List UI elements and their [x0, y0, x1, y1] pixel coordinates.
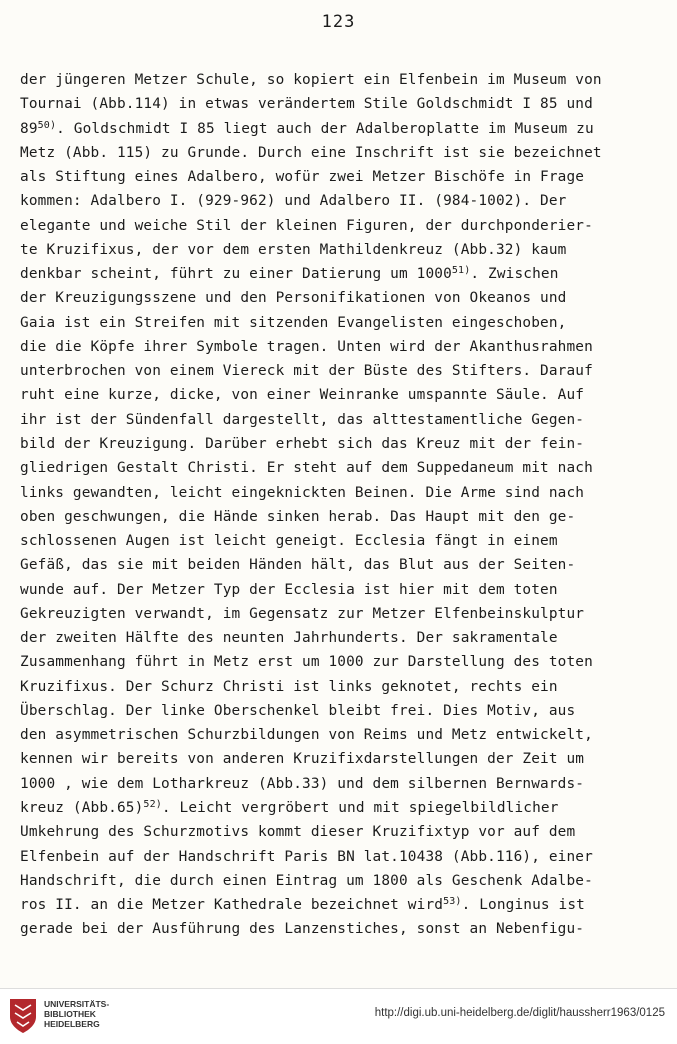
- institution-line: UNIVERSITÄTS-: [44, 999, 110, 1009]
- text-segment: links gewandten, leicht eingeknickten Beinen. Die Arme sind nach: [20, 484, 585, 501]
- institution-name: [44, 999, 109, 1029]
- text-line: [20, 456, 660, 480]
- text-segment: kennen wir bereits von anderen Kruzifixdarstellungen der Zeit um: [20, 751, 585, 768]
- text-line: [20, 92, 660, 116]
- text-line: [20, 578, 660, 602]
- text-segment: . Longinus ist: [461, 897, 585, 914]
- text-segment: Kruzifixus. Der Schurz Christi ist links geknotet, rechts ein: [20, 678, 558, 695]
- text-segment: Überschlag. Der linke Oberschenkel bleibt frei. Dies Motiv, aus: [20, 702, 576, 719]
- page-number: 123: [321, 12, 356, 32]
- university-seal-icon: [8, 997, 38, 1035]
- text-segment: . Zwischen: [470, 266, 559, 283]
- text-line: [20, 845, 660, 869]
- text-line: [20, 432, 660, 456]
- text-line: [20, 917, 660, 941]
- text-line: [20, 359, 660, 383]
- text-line: [20, 529, 660, 553]
- text-line: [20, 675, 660, 699]
- text-segment: gliedrigen Gestalt Christi. Er steht auf dem Suppedaneum mit nach: [20, 460, 593, 477]
- text-line: [20, 699, 660, 723]
- text-segment: Gefäß, das sie mit beiden Händen hält, das Blut aus der Seiten-: [20, 557, 576, 574]
- text-segment: Zusammenhang führt in Metz erst um 1000 zur Darstellung des toten: [20, 654, 593, 671]
- text-segment: schlossenen Augen ist leicht geneigt. Ecclesia fängt in einem: [20, 533, 558, 550]
- text-segment: Elfenbein auf der Handschrift Paris BN lat.10438 (Abb.116), einer: [20, 848, 593, 865]
- text-segment: bild der Kreuzigung. Darüber erhebt sich das Kreuz mit der fein-: [20, 435, 585, 452]
- body-text: [20, 68, 660, 942]
- text-line: [20, 650, 660, 674]
- text-segment: Metz (Abb. 115) zu Grunde. Durch eine Inschrift ist sie bezeichnet: [20, 144, 602, 161]
- text-line: [20, 311, 660, 335]
- text-segment: der Kreuzigungsszene und den Personifikationen von Okeanos und: [20, 290, 567, 307]
- text-line: [20, 286, 660, 310]
- text-line: [20, 553, 660, 577]
- footer-bar: [0, 988, 677, 1044]
- text-line: [20, 68, 660, 92]
- text-line: [20, 723, 660, 747]
- text-segment: unterbrochen von einem Viereck mit der Büste des Stifters. Darauf: [20, 363, 593, 380]
- text-line: [20, 602, 660, 626]
- text-line: [20, 238, 660, 262]
- text-line: [20, 141, 660, 165]
- text-line: [20, 893, 660, 917]
- text-segment: 1000 , wie dem Lotharkreuz (Abb.33) und dem silbernen Bernwards-: [20, 775, 585, 792]
- text-segment: Handschrift, die durch einen Eintrag um 1800 als Geschenk Adalbe-: [20, 872, 593, 889]
- text-segment: elegante und weiche Stil der kleinen Figuren, der durchponderier-: [20, 217, 593, 234]
- text-segment: Tournai (Abb.114) in etwas verändertem Stile Goldschmidt I 85 und: [20, 96, 593, 113]
- text-segment: wunde auf. Der Metzer Typ der Ecclesia ist hier mit dem toten: [20, 581, 558, 598]
- institution-line: HEIDELBERG: [44, 1019, 100, 1029]
- text-segment: ihr ist der Sündenfall dargestellt, das alttestamentliche Gegen-: [20, 411, 585, 428]
- text-line: [20, 481, 660, 505]
- footnote-ref: 53): [443, 896, 462, 908]
- institution-line: BIBLIOTHEK: [44, 1009, 96, 1019]
- text-segment: Umkehrung des Schurzmotivs kommt dieser Kruzifixtyp vor auf dem: [20, 824, 576, 841]
- text-segment: Gaia ist ein Streifen mit sitzenden Evangelisten eingeschoben,: [20, 314, 567, 331]
- text-line: [20, 189, 660, 213]
- text-segment: . Leicht vergröbert und mit spiegelbildlicher: [161, 799, 559, 816]
- text-line: [20, 117, 660, 141]
- text-line: [20, 747, 660, 771]
- text-line: [20, 165, 660, 189]
- text-segment: denkbar scheint, führt zu einer Datierung um 1000: [20, 266, 452, 283]
- text-line: [20, 820, 660, 844]
- text-segment: oben geschwungen, die Hände sinken herab. Das Haupt mit den ge-: [20, 508, 576, 525]
- text-segment: den asymmetrischen Schurzbildungen von Reims und Metz entwickelt,: [20, 727, 593, 744]
- text-line: [20, 505, 660, 529]
- text-segment: gerade bei der Ausführung des Lanzenstiches, sonst an Nebenfigu-: [20, 921, 585, 938]
- text-line: [20, 335, 660, 359]
- text-line: [20, 383, 660, 407]
- text-line: [20, 262, 660, 286]
- footnote-ref: 51): [451, 265, 471, 277]
- footnote-ref: 50): [37, 119, 57, 131]
- text-segment: ros II. an die Metzer Kathedrale bezeichnet wird: [20, 897, 444, 914]
- text-segment: die die Köpfe ihrer Symbole tragen. Unten wird der Akanthusrahmen: [20, 338, 593, 355]
- text-line: [20, 796, 660, 820]
- text-line: [20, 869, 660, 893]
- text-segment: ruht eine kurze, dicke, von einer Weinranke umspannte Säule. Auf: [20, 387, 585, 404]
- text-segment: 89: [20, 120, 38, 137]
- footnote-ref: 52): [143, 798, 162, 810]
- text-segment: te Kruzifixus, der vor dem ersten Mathildenkreuz (Abb.32) kaum: [20, 241, 567, 258]
- text-line: [20, 626, 660, 650]
- text-segment: kreuz (Abb.65): [20, 799, 144, 816]
- text-line: [20, 408, 660, 432]
- text-segment: der jüngeren Metzer Schule, so kopiert ein Elfenbein im Museum von: [20, 72, 602, 88]
- text-line: [20, 214, 660, 238]
- text-segment: kommen: Adalbero I. (929-962) und Adalbero II. (984-1002). Der: [20, 193, 567, 210]
- text-line: [20, 772, 660, 796]
- text-segment: als Stiftung eines Adalbero, wofür zwei Metzer Bischöfe in Frage: [20, 169, 585, 186]
- text-segment: . Goldschmidt I 85 liegt auch der Adalberoplatte im Museum zu: [56, 120, 594, 137]
- source-url[interactable]: http://digi.ub.uni-heidelberg.de/diglit/haussherr1963/0125: [374, 1007, 665, 1019]
- text-segment: der zweiten Hälfte des neunten Jahrhunderts. Der sakramentale: [20, 630, 558, 647]
- text-segment: Gekreuzigten verwandt, im Gegensatz zur Metzer Elfenbeinskulptur: [20, 605, 585, 622]
